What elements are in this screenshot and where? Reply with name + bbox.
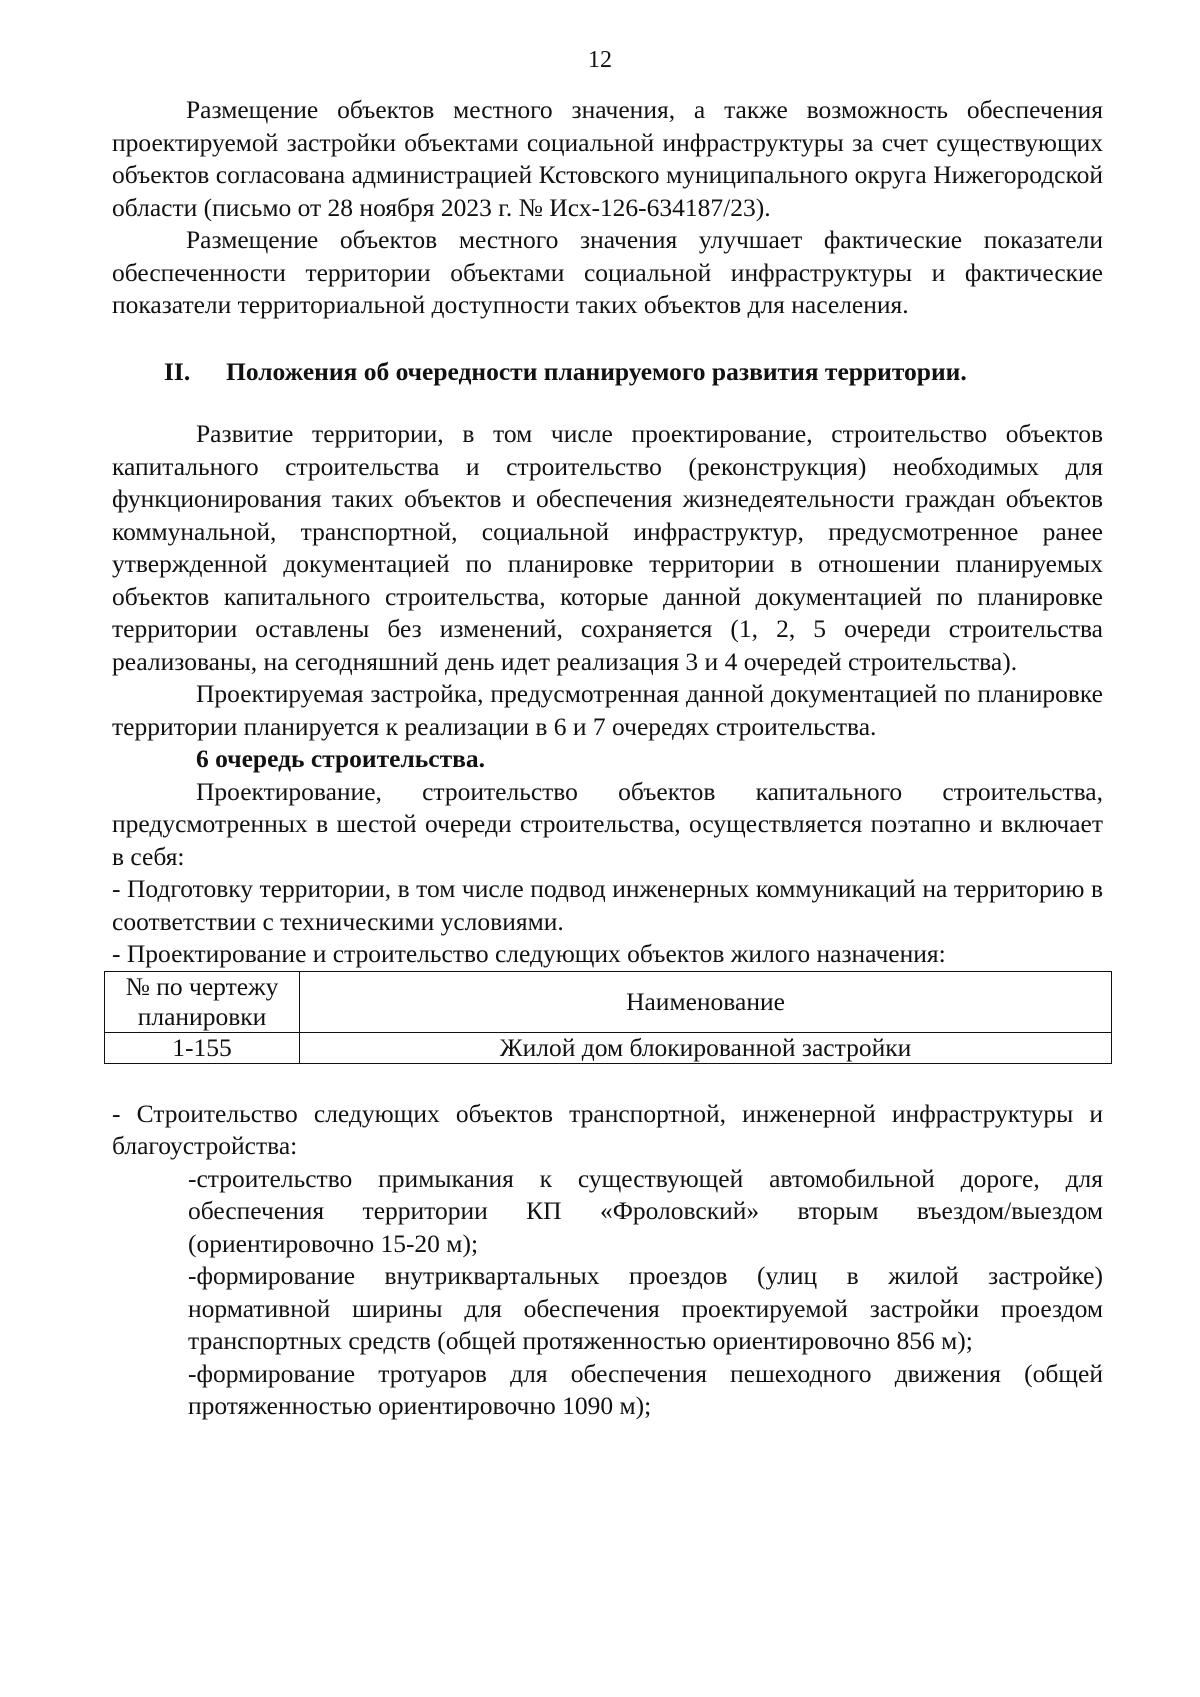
infrastructure-item-sidewalks: -формирование тротуаров для обеспечения пешеходного движения (общей протяженностью ориентировочно 1090 м);	[188, 1358, 1103, 1420]
paragraph-indicators: Размещение объектов местного значения улучшает фактические показатели обеспеченности территории объектами социальной инфраструктуры и фактические показатели территориальной доступности таких объектов для населения.	[112, 225, 1103, 319]
section-heading	[112, 356, 1103, 389]
list-item-preparation: - Подготовку территории, в том числе подвод инженерных коммуникаций на территорию в соответствии с техническими условиями.	[112, 874, 1103, 936]
table-header-name: Наименование	[300, 971, 1112, 1032]
table-header-row	[105, 971, 1112, 1032]
paragraph-planned-stages: Проектируемая застройка, предусмотренная данной документацией по планировке территории планируется к реализации в 6 и 7 очередях строительства.	[112, 679, 1103, 741]
table-cell-name: Жилой дом блокированной застройки	[300, 1032, 1112, 1063]
objects-table	[104, 971, 1112, 1064]
section-title: Положения об очередности планируемого развития территории.	[226, 356, 967, 386]
document-body	[112, 94, 1103, 1423]
page-number: 12	[588, 47, 612, 73]
infrastructure-item-junction: -строительство примыкания к существующей автомобильной дороге, для обеспечения территории КП «Фроловский» вторым въездом/выездом (ориентировочно 15-20 м);	[188, 1163, 1103, 1258]
section-number: II.	[164, 356, 191, 386]
table-cell-num: 1-155	[105, 1032, 300, 1063]
infrastructure-intro: - Строительство следующих объектов транспортной, инженерной инфраструктуры и благоустройства:	[112, 1098, 1103, 1160]
paragraph-coordination: Размещение объектов местного значения, а также возможность обеспечения проектируемой застройки объектами социальной инфраструктуры за счет существующих объектов согласована администрацией Кстовского муниципального округа Нижегородской области (письмо от 28 ноября 2023 г. № Исх-126-634187/23).	[112, 95, 1103, 222]
infrastructure-list	[112, 1163, 1103, 1423]
paragraph-stage-includes: Проектирование, строительство объектов капитального строительства, предусмотренных в шестой очереди строительства, осуществляется поэтапно и включает в себя:	[112, 776, 1103, 871]
list-item-residential: - Проектирование и строительство следующих объектов жилого назначения:	[112, 939, 946, 968]
infrastructure-item-driveways: -формирование внутриквартальных проездов (улиц в жилой застройке) нормативной ширины для обеспечения проектируемой застройки проездом транспортных средств (общей протяженностью ориентировочно 856 м);	[188, 1261, 1103, 1355]
paragraph-development: Развитие территории, в том числе проектирование, строительство объектов капитального строительства и строительство (реконструкция) необходимых для функционирования таких объектов и обеспечения жизнедеятельности граждан объектов коммунальной, транспортной, социальной инфраструктур, предусмотренное ранее утвержденной документацией по планировке территории в отношении планируемых объектов капитального строительства, которые данной документацией по планировке территории оставлены без изменений, сохраняется (1, 2, 5 очереди строительства реализованы, на сегодняшний день идет реализация 3 и 4 очередей строительства).	[112, 419, 1103, 676]
table-row	[105, 1032, 1112, 1063]
table-header-num: № по чертежу планировки	[105, 971, 300, 1032]
spacer	[112, 1064, 1103, 1098]
stage-heading: 6 очередь строительства.	[196, 744, 485, 773]
